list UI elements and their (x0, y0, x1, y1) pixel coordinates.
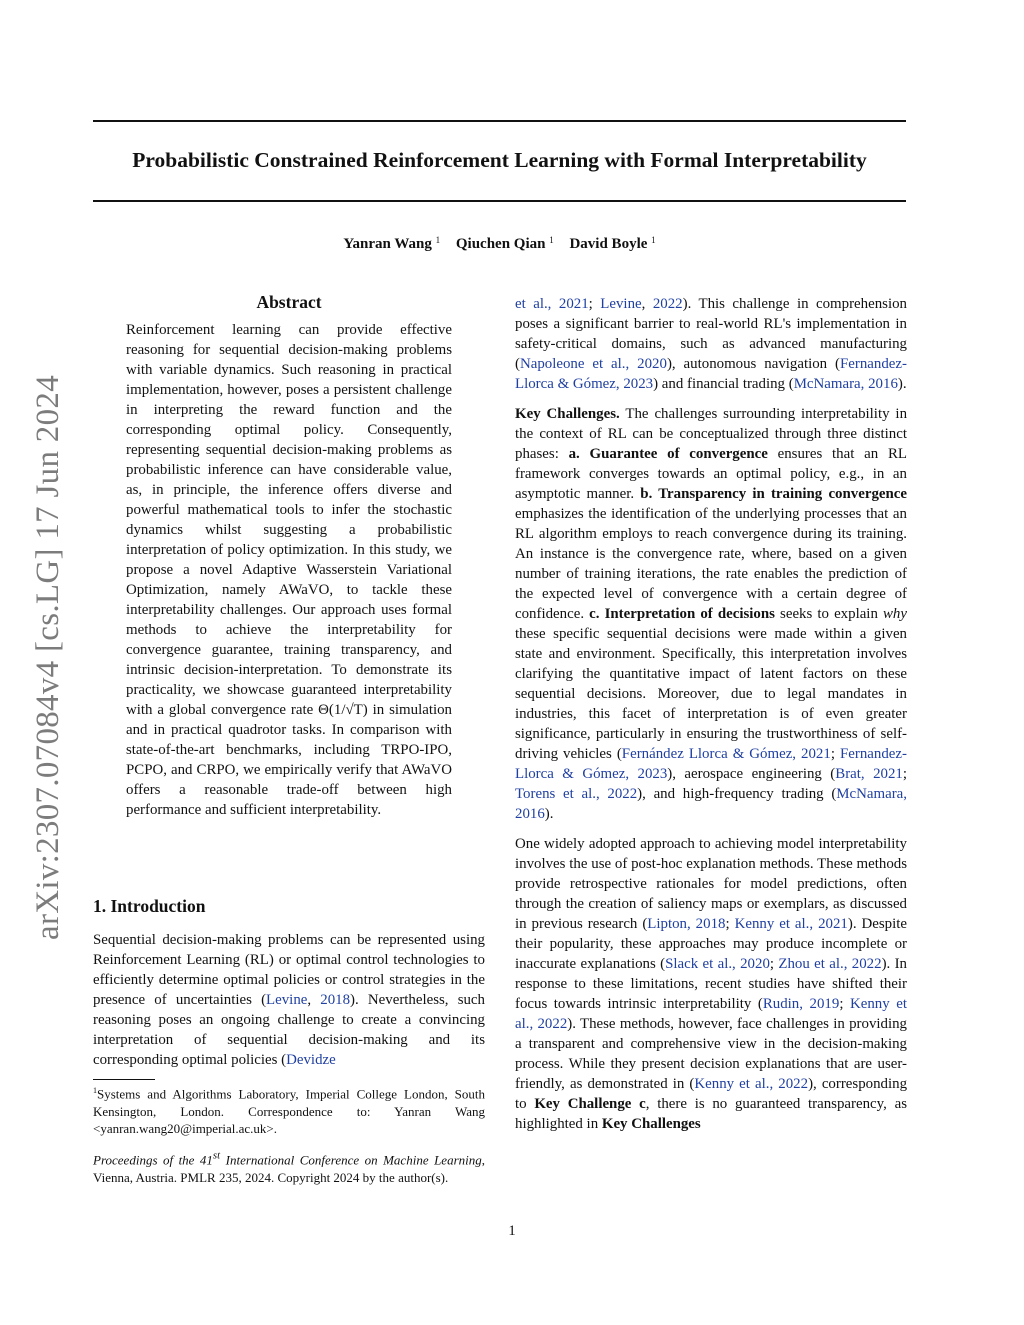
citation-link[interactable]: Levine (600, 296, 642, 312)
abstract-heading: Abstract (256, 292, 322, 312)
paper-title: Probabilistic Constrained Reinforcement Learning with Formal Interpretability (132, 148, 867, 172)
citation-link[interactable]: Fernandez-Llorca & Gómez, 2023 (515, 746, 907, 782)
author-3: David Boyle $^1$ (569, 235, 656, 252)
convergence-rate: Θ(1/√T) (318, 702, 368, 718)
author-2: Qiuchen Qian $^1$ (455, 235, 554, 252)
citation-link[interactable]: 2022 (652, 296, 683, 312)
title-rule-bottom (93, 200, 906, 202)
right-column (515, 294, 907, 1144)
citation-link[interactable]: Kenny et al., 2022 (694, 1076, 809, 1092)
paragraph-motivation: et al., 2021; Levine, 2022). This challenge in comprehension poses a significant barrier to real-world RL's implementation in safety-critical domains, such as advanced manufacturing (Napoleone et al., 2020), autonomous navigation (Fernandez-Llorca & Gómez, 2023) and financial trading (McNamara, 2016). (515, 296, 907, 392)
citation-link[interactable]: McNamara, 2016 (793, 376, 898, 392)
citation-link[interactable]: Kenny et al., 2022 (515, 996, 907, 1032)
footnote-rule (93, 1079, 155, 1080)
citation-link[interactable]: Napoleone et al., 2020 (519, 356, 667, 372)
citation-link[interactable]: Kenny et al., 2021 (734, 916, 848, 932)
section-heading-introduction: 1. Introduction (93, 896, 206, 916)
citation-link[interactable]: Rudin, 2019 (762, 996, 840, 1012)
citation-link[interactable]: Fernandez-Llorca & Gómez, 2023 (515, 356, 907, 392)
citation-link[interactable]: Lipton, 2018 (647, 916, 726, 932)
citation-link[interactable]: Zhou et al., 2022 (778, 956, 882, 972)
author-1: Yanran Wang $^1$ (343, 235, 441, 252)
affiliation-footnote: $^1$Systems and Algorithms Laboratory, Imperial College London, South Kensington, London. Correspondence to: Yanran Wang <yanran.wang20@imperial.ac.uk>. (93, 1086, 485, 1137)
page-number: 1 (508, 1223, 516, 1239)
title-rule-top (93, 120, 906, 122)
citation-link[interactable]: et al., 2021 (515, 296, 589, 312)
citation-link[interactable]: Torens et al., 2022 (515, 786, 638, 802)
abstract-text: Reinforcement learning can provide effective reasoning for sequential decision-making problems with variable dynamics. Such reasoning in practical implementation, however, poses a persistent challenge in interpreting the reward function and the corresponding optimal policy. Consequently, representing sequential decision-making problems as probabilistic inference can have considerable value, as, in principle, the inference offers diverse and powerful mathematical tools to infer the stochastic dynamics whilst suggesting a probabilistic interpretation of policy optimization. In this study, we propose a novel Adaptive Wasserstein Variational Optimization, namely AWaVO, to tackle these interpretability challenges. Our approach uses formal methods to achieve the interpretability for convergence guarantee, training transparency, and intrinsic decision-interpretation. To demonstrate its practicality, we showcase guaranteed interpretability with a global convergence rate Θ(1/√T) in simulation and in practical quadrotor tasks. In comparison with state-of-the-art benchmarks, including TRPO-IPO, PCPO, and CRPO, we empirically verify that AWaVO offers a reasonable trade-off between high performance and sufficient interpretability. (126, 322, 452, 818)
introduction-paragraph: Sequential decision-making problems can be represented using Reinforcement Learning (RL) or optimal control technologies to efficiently determine optimal policies or control strategies in the presence of uncertainties (Levine, 2018). Nevertheless, such reasoning poses an ongoing challenge to create a convincing interpretation of sequential decision-making and its corresponding optimal policies (Devidze (93, 932, 485, 1068)
paragraph-lead: Key Challenges. (515, 406, 620, 422)
proceedings-note: Proceedings of the 41st International Conference on Machine Learning, Vienna, Austria. PMLR 235, 2024. Copyright 2024 by the author(s). (93, 1150, 485, 1185)
arxiv-identifier: arXiv:2307.07084v4 [cs.LG] 17 Jun 2024 (30, 374, 66, 940)
citation-link[interactable]: Brat, 2021 (835, 766, 903, 782)
citation-link[interactable]: 2018 (320, 992, 351, 1008)
paragraph-post-hoc: One widely adopted approach to achieving model interpretability involves the use of post-hoc explanation methods. These methods provide retrospective rationales for model predictions, often through the creation of saliency maps or exemplars, as discussed in previous research (Lipton, 2018; Kenny et al., 2021). Despite their popularity, these approaches may produce incomplete or inaccurate explanations (Slack et al., 2020; Zhou et al., 2022). In response to these limitations, recent studies have shifted their focus towards intrinsic interpretability (Rudin, 2019; Kenny et al., 2022). These methods, however, face challenges in providing a transparent and comprehensive view in the decision-making process. While they present decision explanations that are user-friendly, as demonstrated in (Kenny et al., 2022), corresponding to Key Challenge c, there is no guaranteed transparency, as highlighted in Key Challenges (515, 836, 908, 1132)
paragraph-key-challenges: Key Challenges. The challenges surrounding interpretability in the context of RL can be conceptualized through three distinct phases: a. Guarantee of convergence ensures that an RL framework converges towards an optimal policy, e.g., in an asymptotic manner. b. Transparency in training convergence emphasizes the identification of the underlying processes that an RL algorithm employs to reach convergence during its training. An instance is the convergence rate, where, based on a given number of training iterations, the rate enables the prediction of the expected level of convergence with a certain degree of confidence. c. Interpretation of decisions seeks to explain why these specific sequential decisions were made within a given state and environment. Specifically, this interpretation involves clarifying the quantitative impact of latent factors on these sequential decisions. Moreover, due to legal mandates in industries, this facet of interpretation is of even greater significance, particularly in ensuring the trustworthiness of self-driving vehicles (Fernández Llorca & Gómez, 2021; Fernandez-Llorca & Gómez, 2023), aerospace engineering (Brat, 2021; Torens et al., 2022), and high-frequency trading (McNamara, 2016). (515, 406, 908, 822)
citation-link[interactable]: Levine (266, 992, 308, 1008)
citation-link[interactable]: Slack et al., 2020 (665, 956, 770, 972)
citation-link[interactable]: Fernández Llorca & Gómez, 2021 (621, 746, 831, 762)
citation-link[interactable]: Devidze (286, 1052, 336, 1068)
citation-link[interactable]: McNamara, 2016 (515, 786, 907, 822)
author-list (93, 236, 906, 253)
